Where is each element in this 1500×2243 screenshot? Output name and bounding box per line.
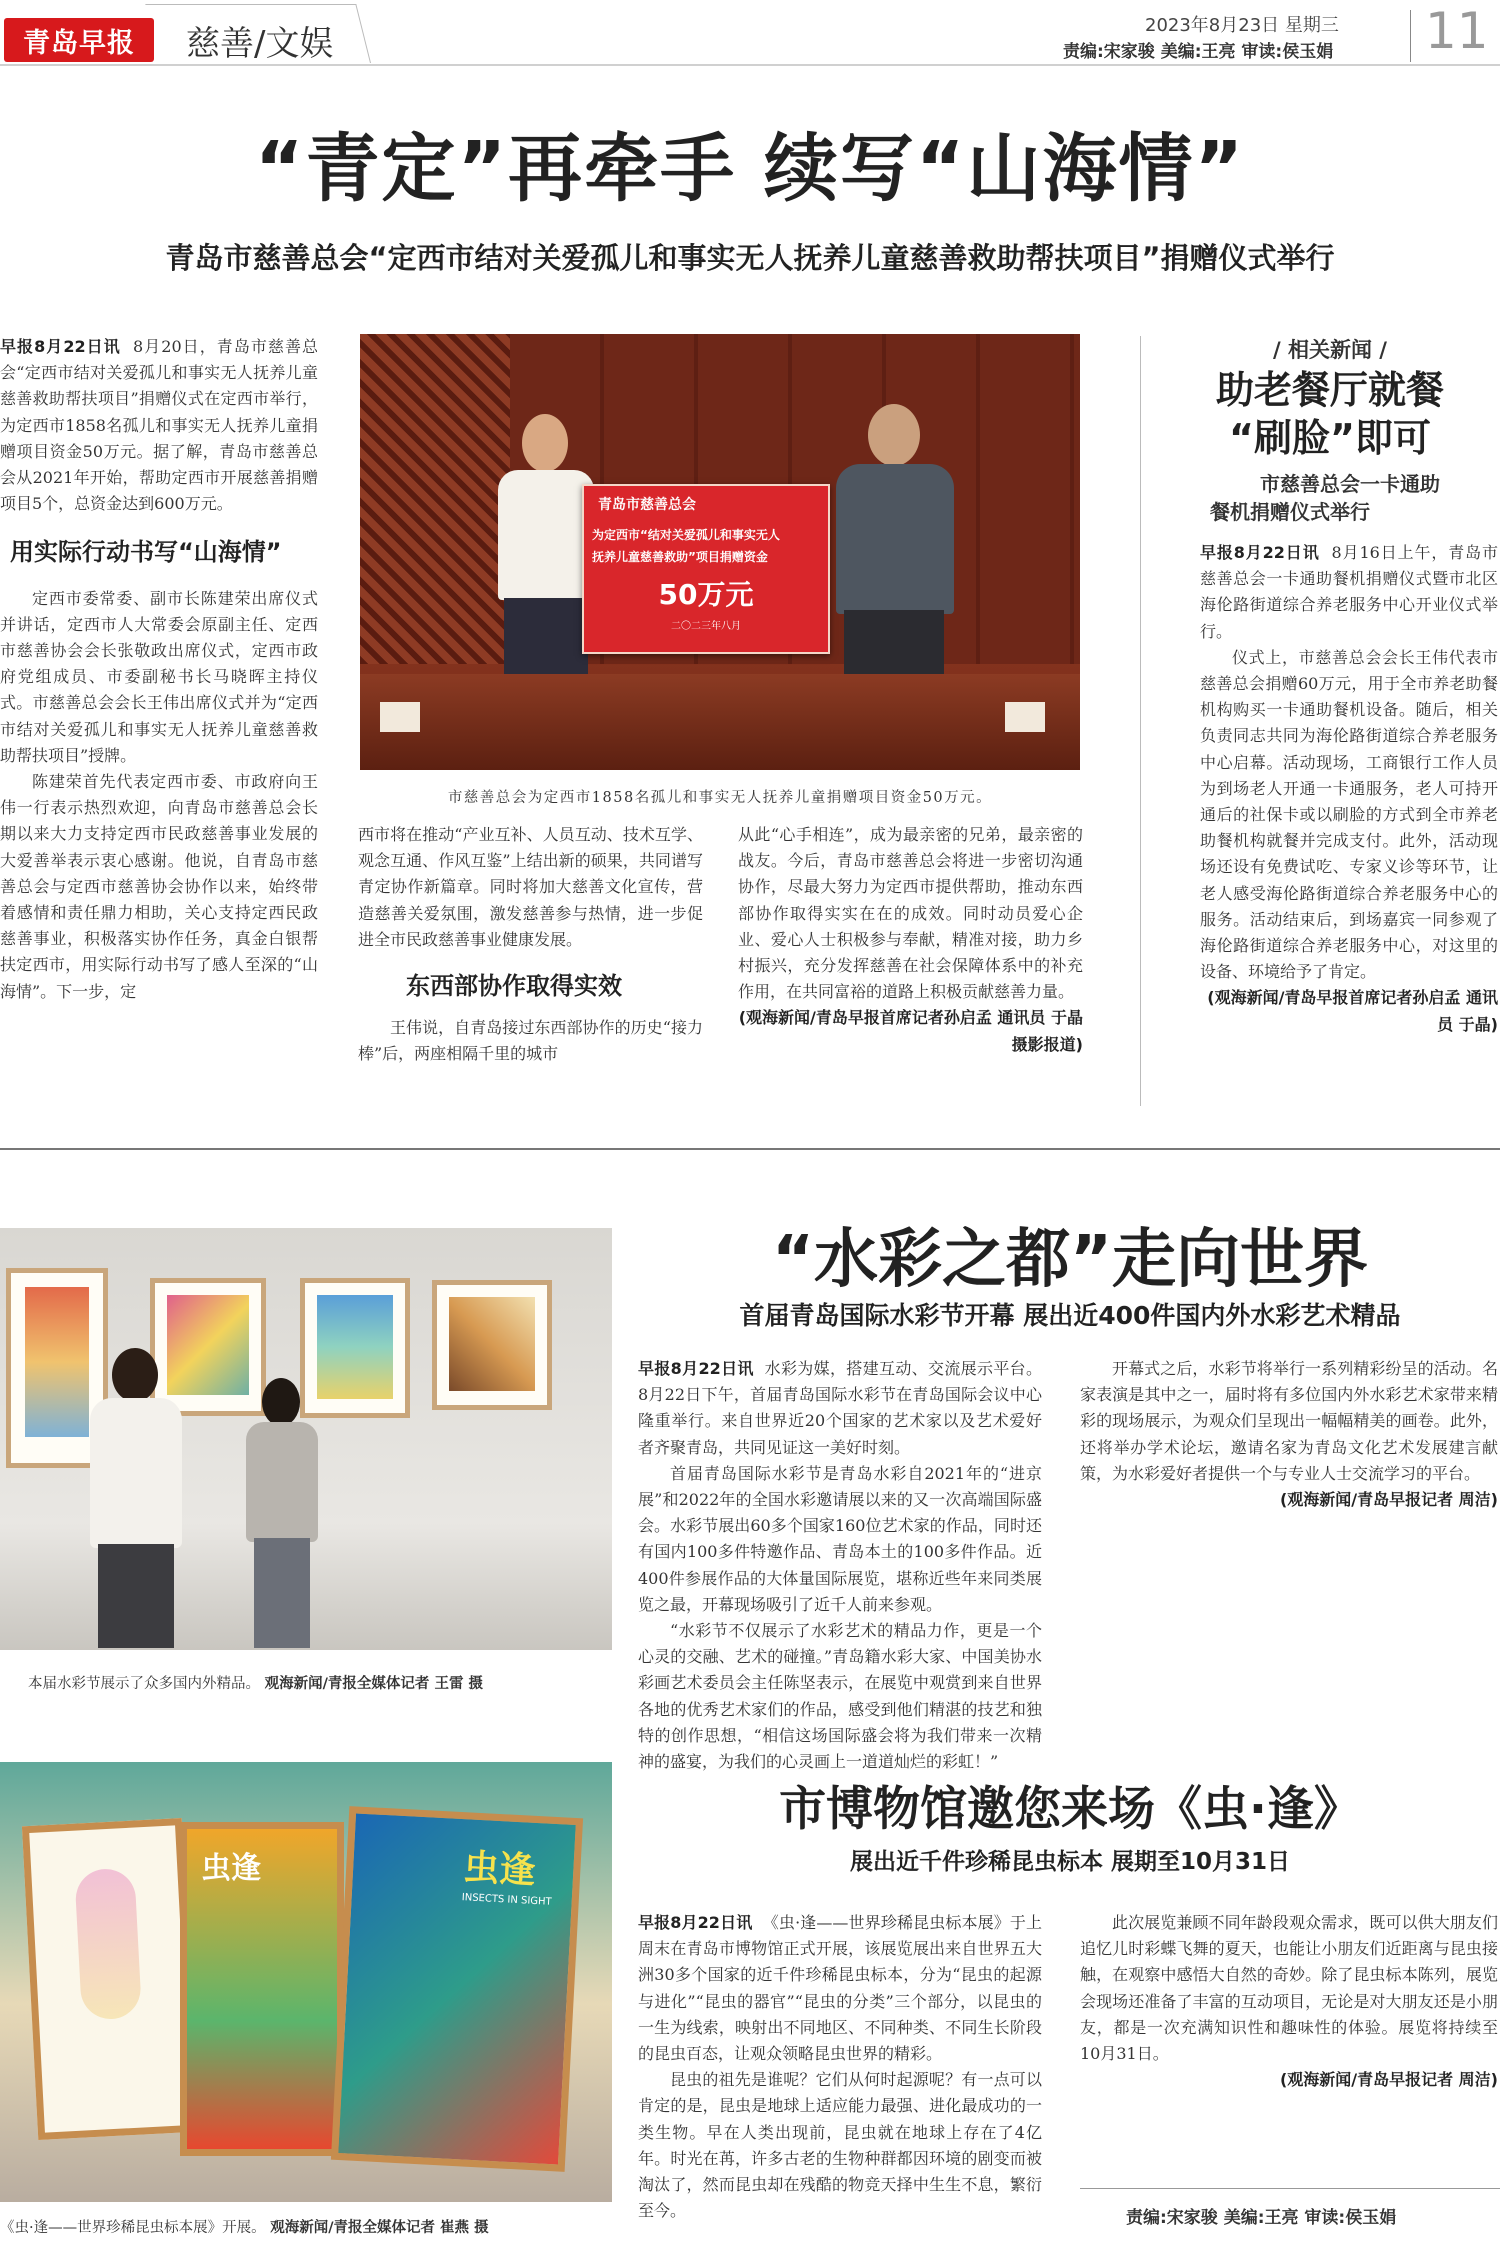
story1-credit: (观海新闻/青岛早报首席记者孙启孟 通讯员 于晶 摄影报道) (738, 1008, 1083, 1054)
insect-poster (331, 1806, 583, 2172)
poster-subtitle: INSECTS IN SIGHT (461, 1892, 552, 1908)
story3-subheadline: 展出近千件珍稀昆虫标本 展期至10月31日 (849, 1849, 1291, 1875)
related-news-title-line2: “刷脸”即可 (1229, 416, 1431, 460)
story3-headline: 市博物馆邀您来场《虫·逢》 (779, 1782, 1361, 1837)
gallery-visitor-girl (242, 1378, 322, 1648)
story2-para4: 开幕式之后，水彩节将举行一系列精彩纷呈的活动。名家表演是其中之一，届时将有多位国内外水彩艺术家带来精彩的现场展示，为观众们呈现出一幅幅精美的画卷。此外，还将举办学术论坛，邀请名家为青岛文化艺术发展建言献策，为水彩爱好者提供一个与专业人士交流学习的平台。 (1080, 1359, 1498, 1483)
page-number: 11 (1425, 2, 1489, 60)
sidebar-divider (1140, 336, 1141, 1106)
sidebar-lead: 8月16日上午，青岛市慈善总会一卡通助餐机捐赠仪式暨市北区海伦路街道综合养老服务中心开业仪式举行。 (1200, 543, 1498, 641)
gallery-visitor-man (82, 1348, 192, 1648)
story3-para1: 《虫·逢——世界珍稀昆虫标本展》于上周末在青岛市博物馆正式开展，该展览展出来自世界五大洲30多个国家的近千件珍稀昆虫标本，分为“昆虫的起源与进化”“昆虫的器官”“昆虫的分类”三个部分，以昆虫的一生为线索，映射出不同地区、不同种类、不同生长阶段的昆虫百态，让观众领略昆虫世界的精彩。 (638, 1913, 1043, 2064)
photo-table (360, 674, 1080, 770)
story2-credit: (观海新闻/青岛早报记者 周洁) (1279, 1490, 1498, 1510)
story1-lead: 8月20日，青岛市慈善总会“定西市结对关爱孤儿和事实无人抚养儿童慈善救助帮扶项目”捐赠仪式在定西市举行，为定西市1858名孤儿和事实无人抚养儿童捐赠项目资金50万元。据了解，青岛市慈善总会从2021年开始，帮助定西市开展慈善捐赠项目5个，总资金达到600万元。 (0, 337, 318, 514)
story2-column2 (1080, 1356, 1498, 1698)
watercolor-photo (0, 1228, 612, 1650)
newspaper-logo (4, 18, 154, 62)
photo-nameplate (380, 702, 420, 732)
board-line1: 为定西市“结对关爱孤儿和事实无人 (592, 528, 780, 542)
story1-photo (360, 334, 1080, 770)
section-label: 慈善/文娱 (186, 24, 334, 64)
logo-text: 青岛早报 (23, 27, 135, 59)
story2-para3: “水彩节不仅展示了水彩艺术的精品力作，更是一个心灵的交融、艺术的碰撞。”青岛籍水彩大家、中国美协水彩画艺术委员会主任陈坚表示，在展览中观赏到来自世界各地的优秀艺术家们的作品，感受到他们精湛的技艺和独特的创作思想，“相信这场国际盛会将为我们带来一次精神的盛宴，为我们的心灵画上一道道灿烂的彩虹！” (638, 1621, 1042, 1772)
story1-para2: 陈建荣首先代表定西市委、市政府向王伟一行表示热烈欢迎，向青岛市慈善总会长期以来大力支持定西市民政慈善事业发展的大爱善举表示衷心感谢。他说，自青岛市慈善总会与定西市慈善协会协作以来，始终带着感情和责任鼎力相助，关心支持定西民政慈善事业，积极落实协作任务，真金白银帮扶定西市，用实际行动书写了感人至深的“山海情”。下一步，定 (0, 772, 318, 1001)
board-line2: 抚养儿童慈善救助”项目捐赠资金 (592, 550, 768, 564)
masthead-editors: 责编:宋家骏 美编:王亮 审读:侯玉娟 (1063, 42, 1334, 62)
related-news-subtitle-line2: 餐机捐赠仪式举行 (1210, 500, 1370, 524)
issue-date: 2023年8月23日 星期三 (1145, 15, 1339, 36)
story3-credit: (观海新闻/青岛早报记者 周洁) (1279, 2070, 1498, 2090)
story1-subhead1: 用实际行动书写“山海情” (10, 538, 282, 567)
related-news-title-line1: 助老餐厅就餐 (1215, 368, 1444, 412)
story1-column1 (0, 334, 318, 1104)
story1-para1: 定西市委常委、副市长陈建荣出席仪式并讲话，定西市人大常委会原副主任、定西市慈善协会会长张敬政出席仪式，定西市政府党组成员、市委副秘书长马晓晖主持仪式。市慈善总会会长王伟出席仪式并为“定西市结对关爱孤儿和事实无人抚养儿童慈善救助帮扶项目”授牌。 (0, 588, 318, 765)
related-news-title (1180, 366, 1480, 462)
photo-wall-lattice (360, 334, 510, 664)
footer-rule (1080, 2188, 1500, 2189)
story3-column2 (1080, 1910, 1498, 2172)
insect-caption-credit: 观海新闻/青报全媒体记者 崔燕 摄 (270, 2220, 489, 2236)
story2-headline: “水彩之都”走向世界 (771, 1223, 1369, 1297)
story1-lead-tag: 早报8月22日讯 (0, 337, 121, 356)
story1-para5: 从此“心手相连”，成为最亲密的兄弟，最亲密的战友。今后，青岛市慈善总会将进一步密切沟通协作，尽最大努力为定西市提供帮助，推动东西部协作取得实实在在的成效。同时动员爱心企业、爱心人士积极参与奉献，精准对接，助力乡村振兴，充分发挥慈善在社会保障体系中的补充作用，在共同富裕的道路上积极贡献慈善力量。 (738, 825, 1083, 1002)
footer-editors: 责编:宋家骏 美编:王亮 审读:侯玉娟 (1126, 2208, 1397, 2228)
story1-para3: 西市将在推动“产业互补、人员互动、技术互学、观念互通、作风互鉴”上结出新的硕果，共同谱写青定协作新篇章。同时将加大慈善文化宣传，营造慈善关爱氛围，激发慈善参与热情，进一步促进全市民政慈善事业健康发展。 (358, 825, 703, 949)
poster-title: 虫逢 (462, 1847, 537, 1892)
board-org: 青岛市慈善总会 (598, 497, 696, 513)
watercolor-photo-caption (28, 1672, 618, 1693)
insect-poster (180, 1822, 344, 2156)
story1-subhead2: 东西部协作取得实效 (406, 972, 622, 1001)
story1-column3 (738, 822, 1083, 1112)
story2-subheadline: 首届青岛国际水彩节开幕 展出近400件国内外水彩艺术精品 (739, 1301, 1401, 1330)
story1-photo-caption: 市慈善总会为定西市1858名孤儿和事实无人抚养儿童捐赠项目资金50万元。 (447, 790, 993, 806)
page-number-divider (1410, 10, 1411, 62)
watercolor-caption-text: 本届水彩节展示了众多国内外精品。 (28, 1676, 260, 1692)
sidebar-lead-tag: 早报8月22日讯 (1200, 543, 1320, 562)
board-date: 二〇二三年八月 (671, 621, 741, 632)
sidebar-credit: (观海新闻/青岛早报首席记者孙启孟 通讯员 于晶) (1207, 988, 1498, 1034)
related-news-subtitle (1210, 470, 1490, 526)
watercolor-caption-credit: 观海新闻/青报全媒体记者 王雷 摄 (264, 1676, 484, 1692)
board-amount: 50万元 (658, 578, 754, 611)
story1-column2 (358, 822, 703, 1106)
story2-lead-tag: 早报8月22日讯 (638, 1359, 754, 1378)
story2-para1: 水彩为媒，搭建互动、交流展示平台。8月22日下午，首届青岛国际水彩节在青岛国际会议中心隆重举行。来自世界近20个国家的艺术家以及艺术爱好者齐聚青岛，共同见证这一美好时刻。 (638, 1359, 1043, 1457)
insect-caption-text: 《虫·逢——世界珍稀昆虫标本展》开展。 (0, 2220, 266, 2236)
poster-title: 虫逢 (201, 1851, 261, 1886)
insect-exhibit-photo (0, 1762, 612, 2202)
masthead-rule (0, 64, 1500, 66)
story3-column1 (638, 1910, 1042, 2236)
insect-photo-caption (0, 2216, 612, 2237)
story3-lead-tag: 早报8月22日讯 (638, 1913, 753, 1932)
related-news-body (1200, 540, 1498, 1110)
story1-headline: “青定”再牵手 续写“山海情” (254, 126, 1246, 212)
story3-para3: 此次展览兼顾不同年龄段观众需求，既可以供大朋友们追忆儿时彩蝶飞舞的夏天，也能让小朋友们近距离与昆虫接触，在观察中感悟大自然的奇妙。除了昆虫标本陈列，展览会现场还准备了丰富的互动项目，无论是对大朋友还是小朋友，都是一次充满知识性和趣味性的体验。展览将持续至10月31日。 (1080, 1913, 1498, 2064)
related-news-subtitle-line1: 市慈善总会一卡通助 (1260, 472, 1440, 496)
related-news-kicker: / 相关新闻 / (1273, 338, 1387, 362)
photo-person-right (830, 404, 960, 694)
story3-para2: 昆虫的祖先是谁呢？它们从何时起源呢？有一点可以肯定的是，昆虫是地球上适应能力最强、进化最成功的一类生物。早在人类出现前，昆虫就在地球上存在了4亿年。时光在苒，许多古老的生物种群都因环境的剧变而被淘汰了，然而昆虫却在残酷的物竞天择中生生不息，繁衍至今。 (638, 2070, 1042, 2221)
donation-board (582, 484, 830, 654)
story2-para2: 首届青岛国际水彩节是青岛水彩自2021年的“进京展”和2022年的全国水彩邀请展以来的又一次高端国际盛会。水彩节展出60多个国家160位艺术家的作品，同时还有国内100多件特邀作品、青岛本土的100多件作品。近400件参展作品的大体量国际展览，堪称近些年来同类展览之最，开幕现场吸引了近千人前来参观。 (638, 1463, 1042, 1614)
sidebar-para1: 仪式上，市慈善总会会长王伟代表市慈善总会捐赠60万元，用于全市养老助餐机构购买一卡通助餐机设备。随后，相关负责同志共同为海伦路街道综合养老服务中心启幕。活动现场，工商银行工作人员为到场老人开通一卡通服务，老人可持开通后的社保卡或以刷脸的方式到全市养老助餐机构就餐并完成支付。此外，活动现场还设有免费试吃、专家义诊等环节，让老人感受海伦路街道综合养老服务中心的服务。活动结束后，到场嘉宾一同参观了海伦路街道综合养老服务中心，对这里的设备、环境给予了肯定。 (1200, 647, 1498, 982)
section-divider (0, 1148, 1500, 1150)
story1-para4: 王伟说，自青岛接过东西部协作的历史“接力棒”后，两座相隔千里的城市 (358, 1018, 703, 1064)
gallery-painting (432, 1280, 552, 1410)
story1-subheadline: 青岛市慈善总会“定西市结对关爱孤儿和事实无人抚养儿童慈善救助帮扶项目”捐赠仪式举行 (165, 241, 1335, 275)
masthead (0, 0, 1500, 70)
insect-poster (22, 1818, 198, 2140)
story2-column1 (638, 1356, 1043, 1772)
photo-nameplate (1005, 702, 1045, 732)
